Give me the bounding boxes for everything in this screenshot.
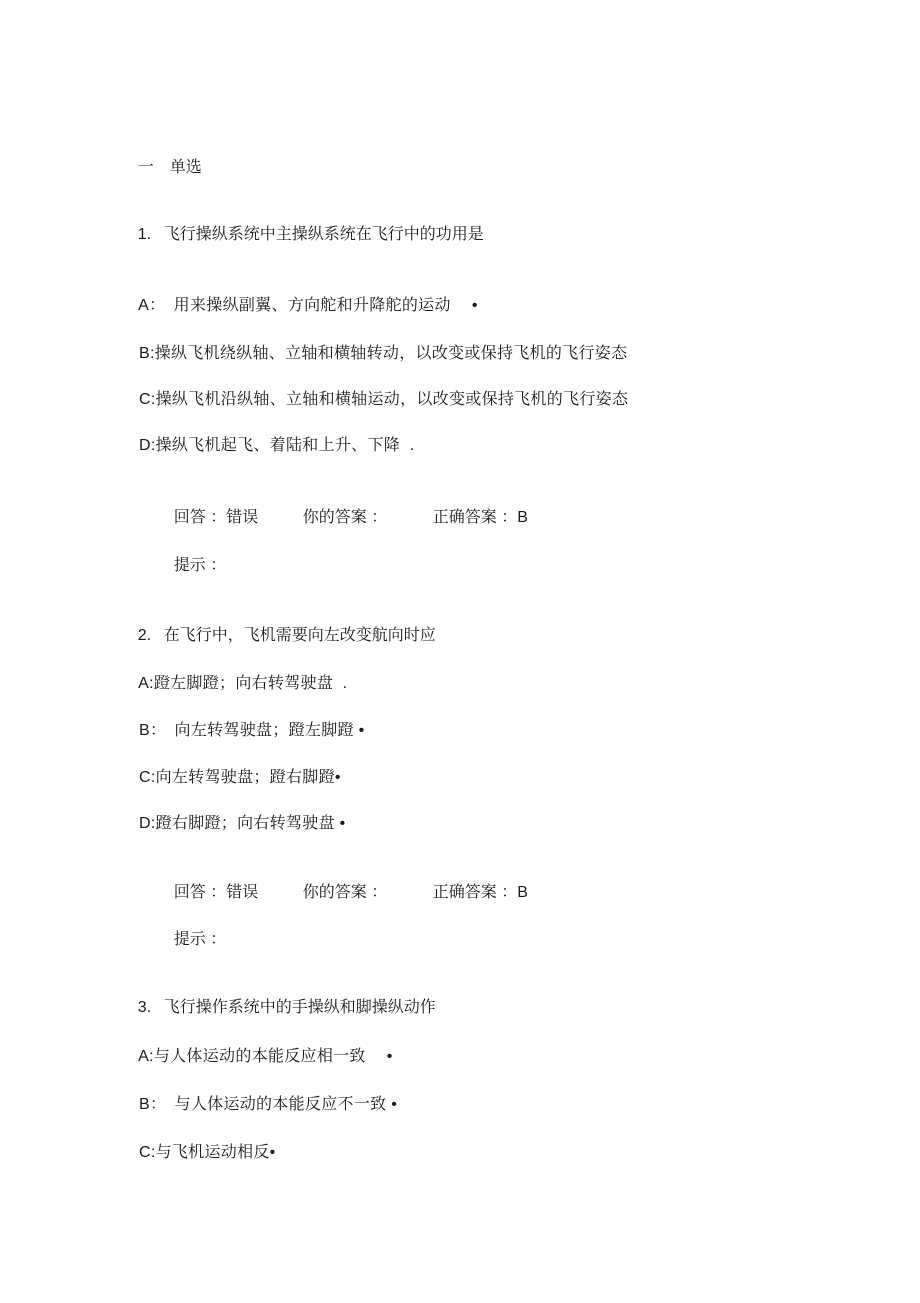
question-2-option-d — [120, 795, 346, 852]
option-text: B： 向左转驾驶盘；蹬左脚蹬 • — [138, 722, 365, 739]
question-text: 飞行操作系统中的手操纵和脚操纵动作 — [163, 999, 436, 1016]
option-text: B： 与人体运动的本能反应不一致 • — [138, 1096, 398, 1113]
question-1-hint-label — [156, 537, 226, 594]
option-text: A： 用来操纵副翼、方向舵和升降舵的运动 • — [138, 297, 478, 314]
question-2-your-answer-label — [285, 864, 387, 921]
section-header-text: 一 单选 — [137, 159, 202, 176]
your-answer-text: 你的答案 ： — [302, 509, 388, 526]
hint-text: 提示 ： — [173, 931, 227, 948]
your-answer-text: 你的答案 ： — [302, 884, 388, 901]
question-text: 在飞行中，飞机需要向左改变航向时应 — [163, 627, 436, 644]
question-1-your-answer-label — [285, 489, 387, 546]
option-text: D:蹬右脚蹬；向右转驾驶盘 • — [138, 815, 346, 832]
question-1-option-d — [120, 417, 414, 474]
question-2-correct-answer-label — [415, 864, 528, 921]
question-number: 2. — [137, 627, 152, 644]
question-1-correct-answer-label — [415, 489, 528, 546]
question-number: 1. — [137, 226, 152, 243]
question-text: 飞行操纵系统中主操纵系统在飞行中的功用是 — [163, 226, 484, 243]
option-text: A:蹬左脚蹬；向右转驾驶盘 . — [138, 675, 348, 692]
option-text: C:向左转驾驶盘；蹬右脚蹬• — [138, 769, 341, 786]
option-text: C:操纵飞机沿纵轴、立轴和横轴运动，以改变或保持飞机的飞行姿态 — [138, 391, 629, 408]
option-text: D:操纵飞机起飞、着陆和上升、下降 . — [138, 437, 415, 454]
result-text: 回答 ：错误 — [173, 884, 259, 901]
hint-text: 提示 ： — [173, 557, 227, 574]
correct-answer-text: 正确答案 ：B — [432, 509, 528, 526]
question-3-option-c — [120, 1124, 276, 1181]
question-1-title — [120, 206, 484, 263]
option-text: C:与飞机运动相反• — [138, 1144, 276, 1161]
section-header — [120, 139, 202, 196]
option-text: B:操纵飞机绕纵轴、立轴和横轴转动，以改变或保持飞机的飞行姿态 — [138, 345, 628, 362]
question-number: 3. — [137, 999, 152, 1016]
correct-answer-text: 正确答案 ：B — [432, 884, 528, 901]
option-text: A:与人体运动的本能反应相一致 • — [138, 1048, 393, 1065]
question-2-hint-label — [156, 911, 226, 968]
result-text: 回答 ：错误 — [173, 509, 259, 526]
